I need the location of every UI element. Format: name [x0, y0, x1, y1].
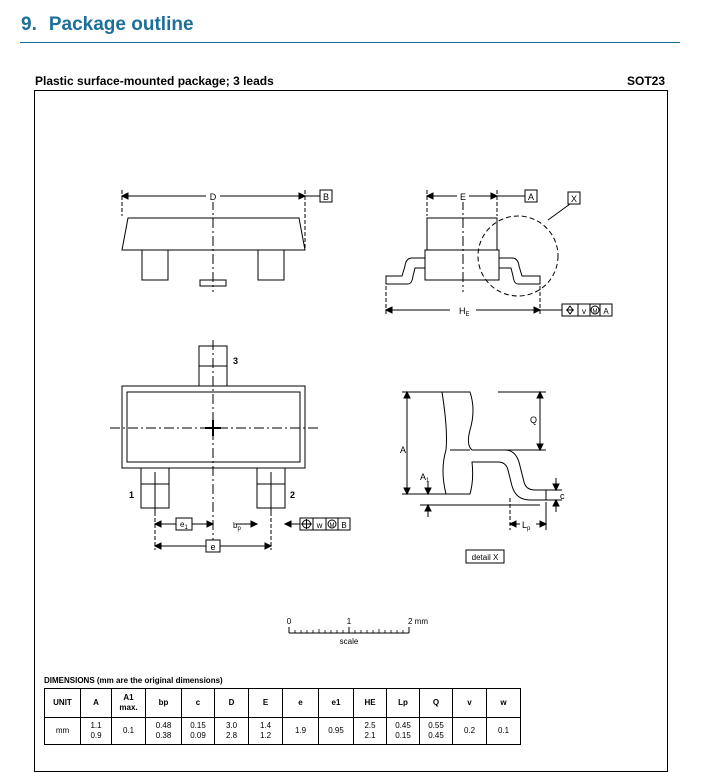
label-E: E [459, 192, 467, 202]
label-HE: $H_E$ [459, 306, 470, 318]
end-view [386, 190, 612, 318]
label-e: e [210, 542, 216, 552]
detail-x-label: detail X [471, 553, 499, 562]
tol-M: M [592, 309, 598, 315]
header-A1: A1 max. [112, 689, 146, 718]
tol-M2: M [329, 523, 335, 529]
package-description: Plastic surface-mounted package; 3 leads [35, 74, 274, 88]
cell-A: 1.1 0.9 [81, 718, 112, 745]
label-D: D [209, 192, 217, 202]
label-c: c [560, 491, 565, 501]
header-A: A [81, 689, 112, 718]
cell-w: 0.1 [487, 718, 521, 745]
dimensions-header-row [45, 689, 521, 718]
cell-v: 0.2 [453, 718, 487, 745]
header-bp: bp [146, 689, 182, 718]
label-B: B [322, 192, 330, 202]
tol-v: v [582, 307, 586, 316]
header-E: E [249, 689, 283, 718]
header-Q: Q [420, 689, 453, 718]
scale-bar [287, 617, 429, 646]
cell-c: 0.15 0.09 [182, 718, 215, 745]
top-view [110, 340, 350, 552]
cell-unit: mm [45, 718, 81, 745]
cell-A1: 0.1 [112, 718, 146, 745]
label-bp: $b_p$ [233, 521, 241, 532]
dimensions-value-row [45, 718, 521, 745]
label-Lp: $L_p$ [522, 520, 531, 532]
header-v: v [453, 689, 487, 718]
cell-Lp: 0.45 0.15 [387, 718, 420, 745]
pin-1-label: 1 [129, 490, 135, 500]
header-c: c [182, 689, 215, 718]
cell-e: 1.9 [283, 718, 319, 745]
detail-x-view [400, 392, 565, 563]
pin-3-label: 3 [233, 356, 239, 366]
tol-w: w [316, 521, 323, 530]
cell-HE: 2.5 2.1 [354, 718, 387, 745]
scale-tick-1: 1 [346, 617, 352, 626]
header-e1: e1 [319, 689, 354, 718]
header-D: D [215, 689, 249, 718]
label-A1: $A_1$ [420, 472, 430, 484]
section-number: 9. [21, 14, 37, 35]
scale-tick-0: 0 [286, 617, 292, 626]
label-A-ref: A [527, 192, 535, 202]
label-e1: $e_1$ [180, 520, 188, 531]
package-code: SOT23 [626, 74, 665, 88]
pin-2-label: 2 [290, 490, 296, 500]
header-e: e [283, 689, 319, 718]
header-unit: UNIT [45, 689, 81, 718]
scale-tick-2: 2 mm [408, 617, 428, 626]
cell-E: 1.4 1.2 [249, 718, 283, 745]
label-X: X [570, 194, 578, 204]
scale-label: scale [339, 637, 359, 646]
header-Lp: Lp [387, 689, 420, 718]
header-w: w [487, 689, 521, 718]
dimensions-table [44, 688, 521, 745]
side-view [122, 190, 332, 292]
label-Q: Q [530, 415, 538, 425]
cell-D: 3.0 2.8 [215, 718, 249, 745]
cell-Q: 0.55 0.45 [420, 718, 453, 745]
header-HE: HE [354, 689, 387, 718]
tol-A: A [603, 307, 609, 316]
tol-B: B [341, 521, 347, 530]
cell-bp: 0.48 0.38 [146, 718, 182, 745]
section-title: Package outline [48, 14, 194, 35]
dimensions-title: DIMENSIONS (mm are the original dimensions) [44, 676, 223, 685]
label-A-height: A [400, 445, 407, 455]
cell-e1: 0.95 [319, 718, 354, 745]
